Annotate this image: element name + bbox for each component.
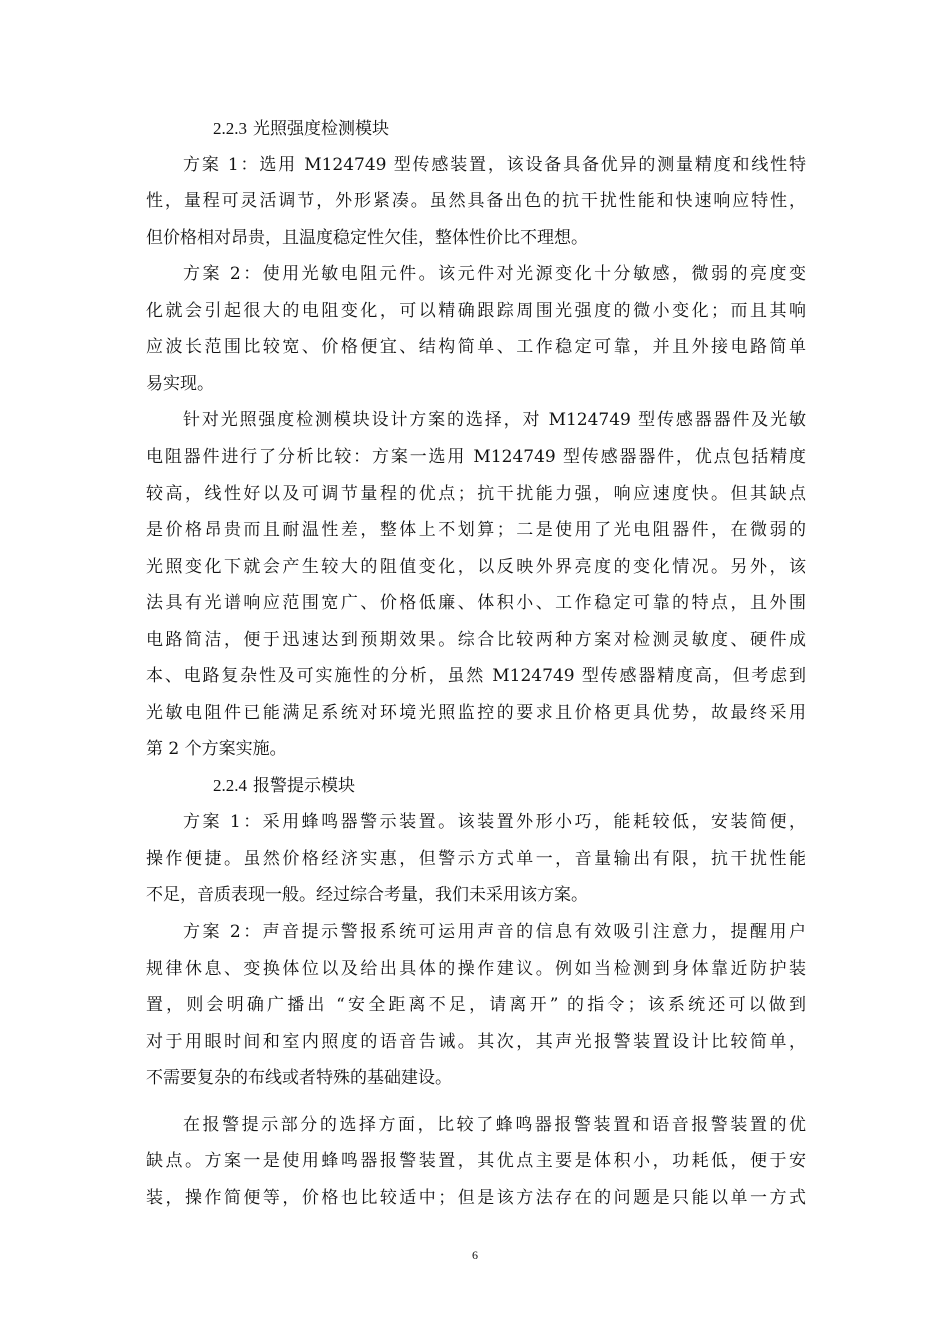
paragraph-line: 方案 1：采用蜂鸣器警示装置。该装置外形小巧，能耗较低，安装简便， <box>183 812 806 832</box>
paragraph-line: 在报警提示部分的选择方面，比较了蜂鸣器报警装置和语音报警装置的优 <box>183 1115 806 1135</box>
paragraph-line: 规律休息、变换体位以及给出具体的操作建议。例如当检测到身体靠近防护装 <box>146 959 806 979</box>
page-number: 6 <box>472 1248 478 1262</box>
paragraph-line: 光敏电阻件已能满足系统对环境光照监控的要求且价格更具优势，故最终采用 <box>146 703 806 723</box>
paragraph-line: 化就会引起很大的电阻变化，可以精确跟踪周围光强度的微小变化；而且其响 <box>146 301 806 321</box>
paragraph-line: 方案 2：使用光敏电阻元件。该元件对光源变化十分敏感，微弱的亮度变 <box>183 264 806 284</box>
paragraph-line: 易实现。 <box>146 374 214 394</box>
paragraph-line: 方案 1：选用 M124749 型传感装置，该设备具备优异的测量精度和线性特 <box>183 155 806 175</box>
section-title: 光照强度检测模块 <box>253 119 389 139</box>
paragraph-line: 针对光照强度检测模块设计方案的选择，对 M124749 型传感器器件及光敏 <box>183 410 806 430</box>
section-title: 报警提示模块 <box>253 776 355 796</box>
paragraph-line: 但价格相对昂贵，且温度稳定性欠佳，整体性价比不理想。 <box>146 228 588 248</box>
section-number: 2.2.4 <box>213 776 247 795</box>
paragraph-line: 应波长范围比较宽、价格便宜、结构简单、工作稳定可靠，并且外接电路简单 <box>146 337 806 357</box>
paragraph-line: 是价格昂贵而且耐温性差，整体上不划算；二是使用了光电阻器件，在微弱的 <box>146 520 806 540</box>
section-heading <box>213 118 389 140</box>
paragraph-line: 缺点。方案一是使用蜂鸣器报警装置，其优点主要是体积小，功耗低，便于安 <box>146 1151 806 1171</box>
paragraph-line: 不足，音质表现一般。经过综合考量，我们未采用该方案。 <box>146 885 588 905</box>
paragraph-line: 光照变化下就会产生较大的阻值变化，以反映外界亮度的变化情况。另外，该 <box>146 557 806 577</box>
paragraph-line: 装，操作简便等，价格也比较适中；但是该方法存在的问题是只能以单一方式 <box>146 1188 806 1208</box>
section-heading <box>213 775 355 797</box>
paragraph-line: 较高，线性好以及可调节量程的优点；抗干扰能力强，响应速度快。但其缺点 <box>146 484 806 504</box>
paragraph-line: 方案 2：声音提示警报系统可运用声音的信息有效吸引注意力，提醒用户 <box>183 922 806 942</box>
section-number: 2.2.3 <box>213 119 247 138</box>
paragraph-line: 不需要复杂的布线或者特殊的基础建设。 <box>146 1068 452 1088</box>
paragraph-line: 置，则会明确广播出 “安全距离不足，请离开” 的指令；该系统还可以做到 <box>146 995 806 1015</box>
paragraph-line: 性，量程可灵活调节，外形紧凑。虽然具备出色的抗干扰性能和快速响应特性， <box>146 191 806 211</box>
paragraph-line: 电阻器件进行了分析比较：方案一选用 M124749 型传感器器件，优点包括精度 <box>146 447 806 467</box>
paragraph-line: 法具有光谱响应范围宽广、价格低廉、体积小、工作稳定可靠的特点，且外围 <box>146 593 806 613</box>
paragraph-line: 操作便捷。虽然价格经济实惠，但警示方式单一，音量输出有限，抗干扰性能 <box>146 849 806 869</box>
paragraph-line: 电路简洁，便于迅速达到预期效果。综合比较两种方案对检测灵敏度、硬件成 <box>146 630 806 650</box>
paragraph-line: 本、电路复杂性及可实施性的分析，虽然 M124749 型传感器精度高，但考虑到 <box>146 666 806 686</box>
paragraph-line: 对于用眼时间和室内照度的语音告诫。其次，其声光报警装置设计比较简单， <box>146 1032 806 1052</box>
paragraph-line: 第 2 个方案实施。 <box>146 739 287 759</box>
